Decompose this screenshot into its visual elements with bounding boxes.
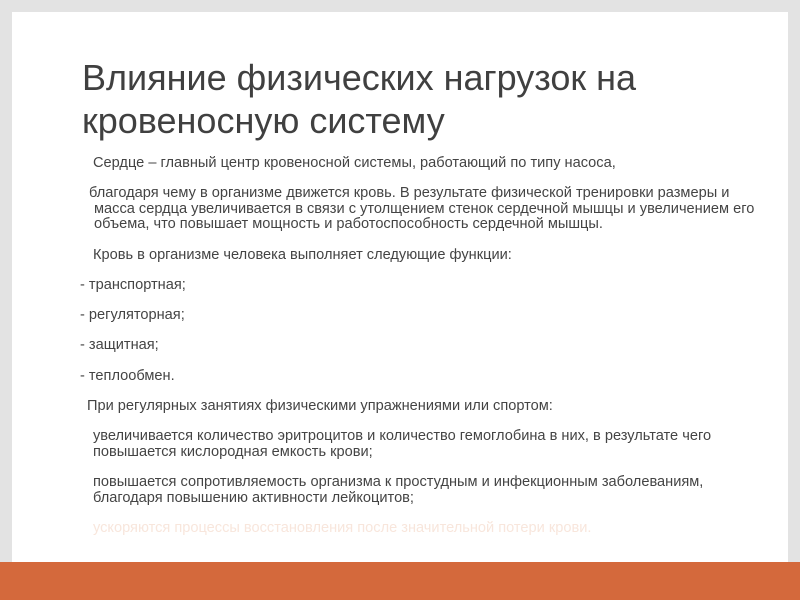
paragraph-recovery: ускоряются процессы восстановления после значительной потери крови. <box>93 519 592 536</box>
slide-right-border <box>788 0 800 600</box>
footer-accent-bar <box>0 562 800 600</box>
paragraph-erythrocytes: увеличивается количество эритроцитов и количество гемоглобина в них, в результате чего повышается кислородная емкость крови; <box>93 428 712 460</box>
paragraph-resistance: повышается сопротивляемость организма к простудным и инфекционным заболеваниям, благодаря повышению активности лейкоцитов; <box>93 474 704 506</box>
slide-title: Влияние физических нагрузок на кровеносную систему <box>82 57 637 141</box>
paragraph-blood-functions: Кровь в организме человека выполняет следующие функции: <box>93 246 512 263</box>
slide-top-border <box>0 0 800 12</box>
paragraph-heart-training: благодаря чему в организме движется кровь. В результате физической тренировки размеры и масса сердца увеличивается в связи с утолщением стенок сердечной мышцы и увеличением его объема, что повышает мощность и работоспособность сердечной мышцы. <box>89 185 755 233</box>
list-item-heat-exchange: - теплообмен. <box>80 367 175 384</box>
paragraph-regular-exercise: При регулярных занятиях физическими упражнениями или спортом: <box>87 398 553 415</box>
list-item-transport: - транспортная; <box>80 276 186 293</box>
paragraph-heart-intro: Сердце – главный центр кровеносной системы, работающий по типу насоса, <box>93 155 616 171</box>
slide-body <box>80 156 770 551</box>
list-item-regulatory: - регуляторная; <box>80 307 185 324</box>
slide-left-border <box>0 0 12 600</box>
list-item-protective: - защитная; <box>80 337 159 354</box>
